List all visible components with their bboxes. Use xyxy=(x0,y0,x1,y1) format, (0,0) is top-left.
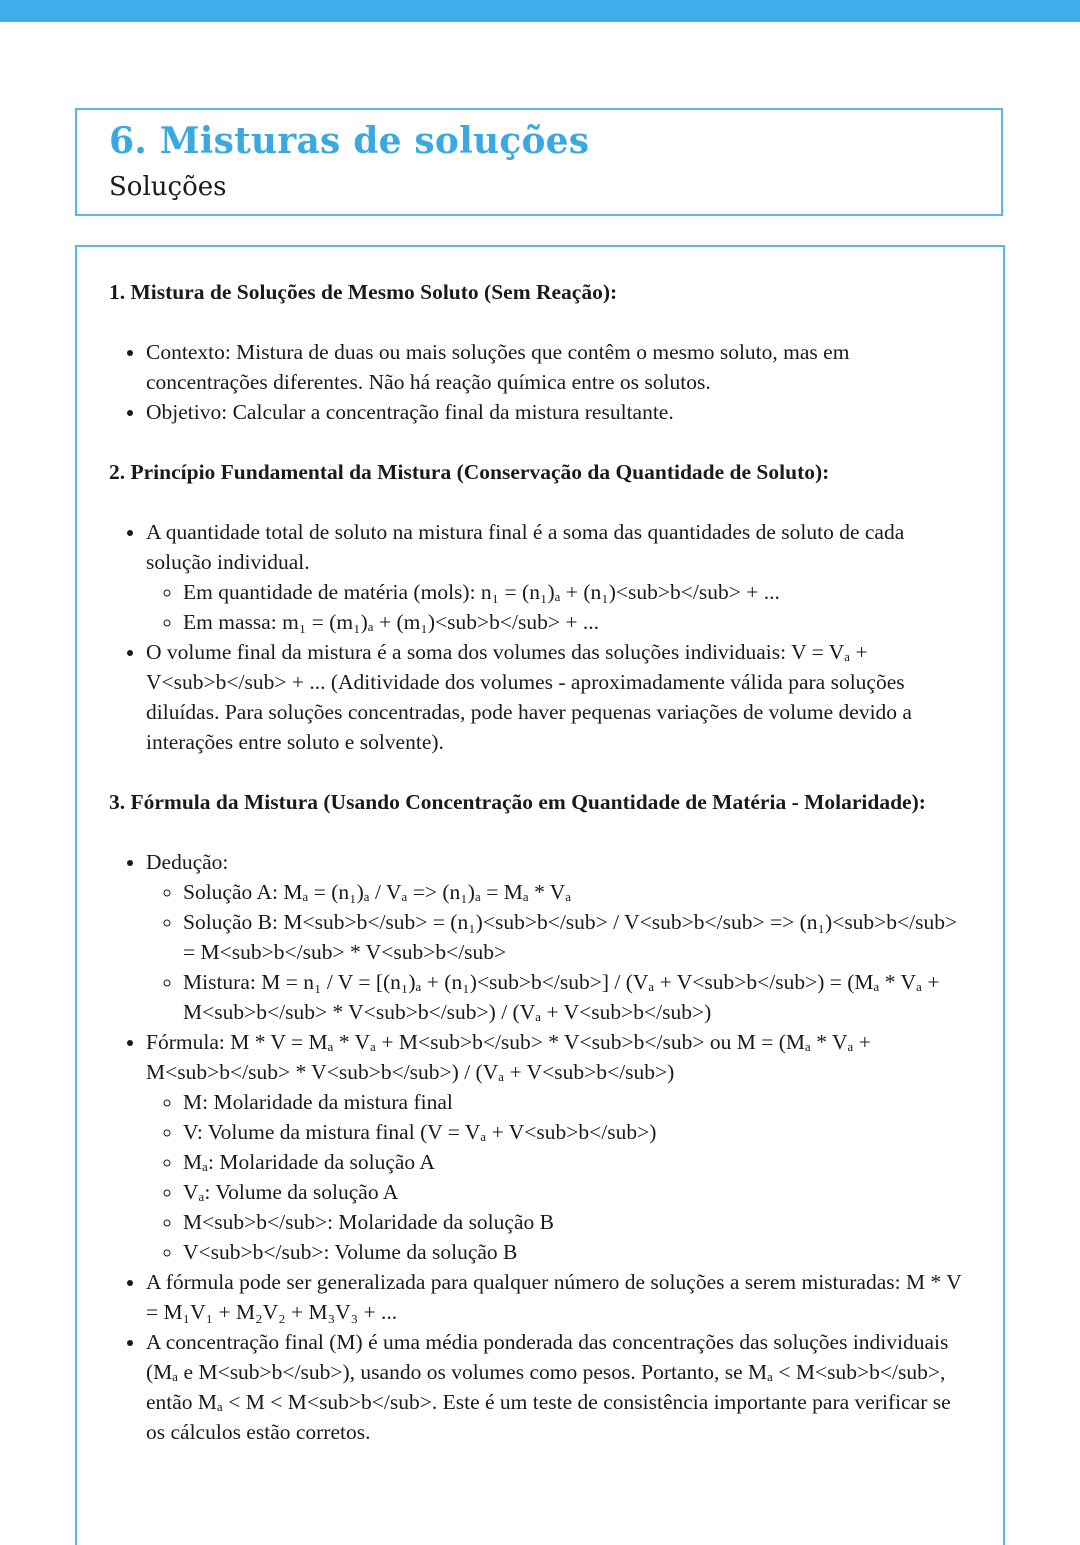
title-box xyxy=(75,108,1003,216)
list-item: • O volume final da mistura é a soma dos volumes das soluções individuais: V = Vₐ + V<sub>b</sub> + ... (Aditividade dos volumes - aproximadamente válida para soluções diluídas. Para soluções concentradas, pode haver pequenas variações de volume devido a interações entre soluto e solvente). xyxy=(146,637,969,757)
sub-list-item: ◦ Mₐ: Molaridade da solução A xyxy=(183,1147,969,1177)
sub-list-item: ◦ Em massa: m₁ = (m₁)ₐ + (m₁)<sub>b</sub> + ... xyxy=(183,607,969,637)
list-item: • Objetivo: Calcular a concentração final da mistura resultante. xyxy=(146,397,969,427)
page-subtitle: Soluções xyxy=(109,172,227,202)
bullet-list xyxy=(109,517,969,757)
page-title: 6. Misturas de soluções xyxy=(109,120,590,162)
sub-list xyxy=(146,577,969,637)
sub-list-item: ◦ Em quantidade de matéria (mols): n₁ = (n₁)ₐ + (n₁)<sub>b</sub> + ... xyxy=(183,577,969,607)
section-heading: 2. Princípio Fundamental da Mistura (Conservação da Quantidade de Soluto): xyxy=(109,460,830,484)
sub-list-item: ◦ Vₐ: Volume da solução A xyxy=(183,1177,969,1207)
bullet-list xyxy=(109,847,969,1447)
list-item: • A concentração final (M) é uma média ponderada das concentrações das soluções individuais (Mₐ e M<sub>b</sub>), usando os volumes como pesos. Portanto, se Mₐ < M<sub>b</sub>, então Mₐ < M < M<sub>b</sub>. Este é um teste de consistência importante para verificar se os cálculos estão corretos. xyxy=(146,1327,969,1447)
section-heading: 1. Mistura de Soluções de Mesmo Soluto (Sem Reação): xyxy=(109,280,618,304)
content-body xyxy=(109,277,969,1477)
list-item-text: Fórmula: M * V = Mₐ * Vₐ + M<sub>b</sub> * V<sub>b</sub> ou M = (Mₐ * Vₐ + M<sub>b</sub> * V<sub>b</sub>) / (Vₐ + V<sub>b</sub>) xyxy=(146,1030,871,1084)
list-item: • A fórmula pode ser generalizada para qualquer número de soluções a serem misturadas: M * V = M₁V₁ + M₂V₂ + M₃V₃ + ... xyxy=(146,1267,969,1327)
list-item-text: Dedução: xyxy=(146,850,229,874)
sub-list xyxy=(146,877,969,1027)
list-item xyxy=(146,847,969,1027)
sub-list-item: ◦ V<sub>b</sub>: Volume da solução B xyxy=(183,1237,969,1267)
list-item xyxy=(146,1027,969,1267)
sub-list-item: ◦ Solução B: M<sub>b</sub> = (n₁)<sub>b</sub> / V<sub>b</sub> => (n₁)<sub>b</sub> = M<sub>b</sub> * V<sub>b</sub> xyxy=(183,907,969,967)
sub-list-item: ◦ M<sub>b</sub>: Molaridade da solução B xyxy=(183,1207,969,1237)
sub-list-item: ◦ Mistura: M = n₁ / V = [(n₁)ₐ + (n₁)<sub>b</sub>] / (Vₐ + V<sub>b</sub>) = (Mₐ * Vₐ + M<sub>b</sub> * V<sub>b</sub>) / (Vₐ + V<sub>b</sub>) xyxy=(183,967,969,1027)
sub-list-item: ◦ V: Volume da mistura final (V = Vₐ + V<sub>b</sub>) xyxy=(183,1117,969,1147)
list-item xyxy=(146,517,969,637)
sub-list-item: ◦ Solução A: Mₐ = (n₁)ₐ / Vₐ => (n₁)ₐ = Mₐ * Vₐ xyxy=(183,877,969,907)
section-heading: 3. Fórmula da Mistura (Usando Concentração em Quantidade de Matéria - Molaridade): xyxy=(109,790,926,814)
list-item: • Contexto: Mistura de duas ou mais soluções que contêm o mesmo soluto, mas em concentrações diferentes. Não há reação química entre os solutos. xyxy=(146,337,969,397)
content-box xyxy=(75,245,1005,1545)
sub-list-item: ◦ M: Molaridade da mistura final xyxy=(183,1087,969,1117)
list-item-text: A quantidade total de soluto na mistura final é a soma das quantidades de soluto de cada solução individual. xyxy=(146,520,905,574)
sub-list xyxy=(146,1087,969,1267)
bullet-list xyxy=(109,337,969,427)
top-accent-bar xyxy=(0,0,1080,22)
